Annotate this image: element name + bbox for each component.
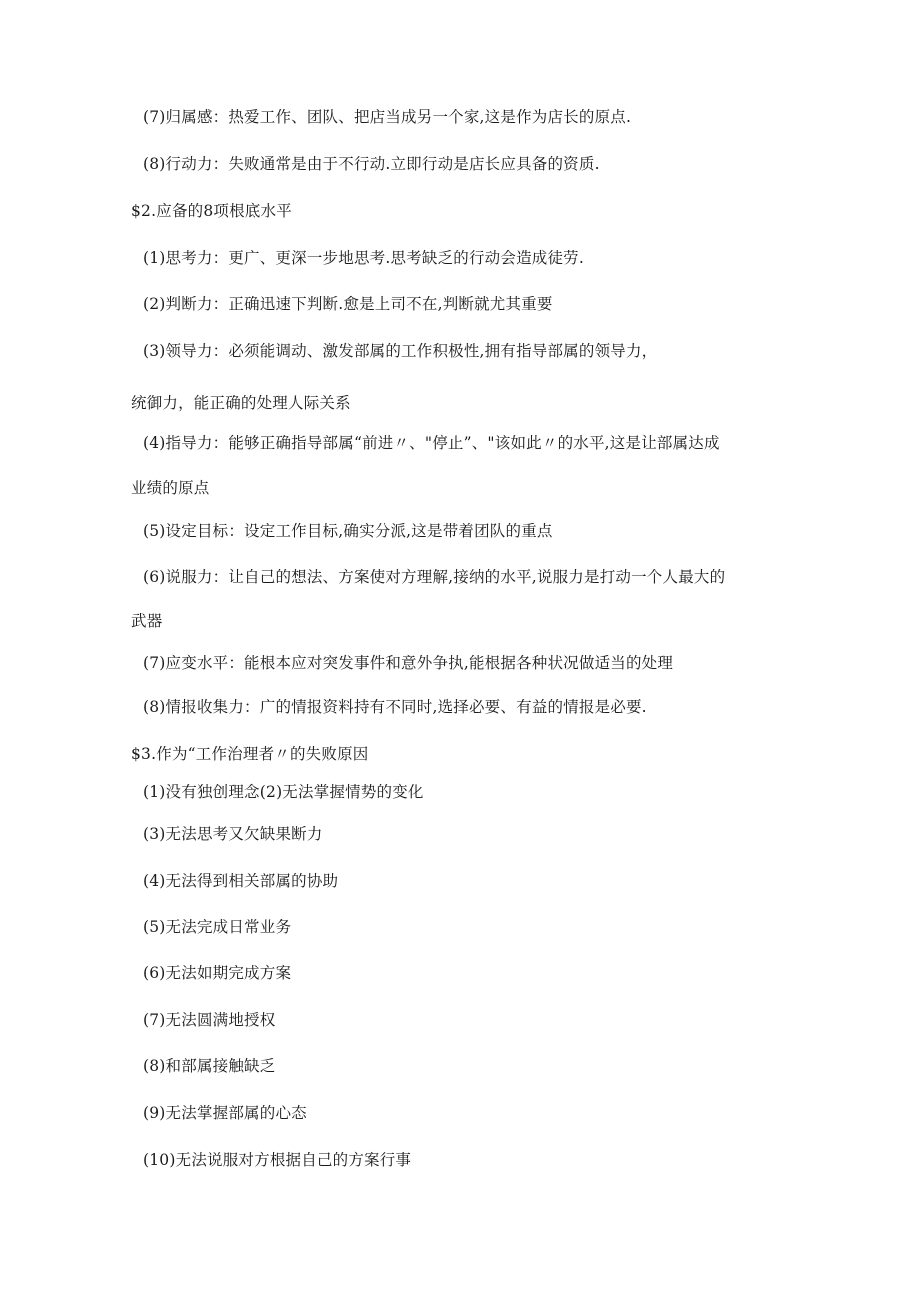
text-line: (3)无法思考又欠缺果断力 [143,825,323,843]
text-line: (9)无法掌握部属的心态 [143,1104,307,1122]
text-line: 业绩的原点 [131,479,210,497]
text-line: (5)无法完成日常业务 [143,918,292,936]
text-line: (7)无法圆满地授权 [143,1011,276,1029]
text-line: (7)归属感：热爱工作、团队、把店当成另一个家,这是作为店长的原点. [143,108,632,126]
text-line: (7)应变水平：能根本应对突发事件和意外争执,能根据各种状况做适当的处理 [143,654,674,672]
text-line: (8)情报收集力：广的情报资料持有不同时,选择必要、有益的情报是必要. [143,698,647,716]
text-line: (6)无法如期完成方案 [143,964,292,982]
text-line: (1)思考力：更广、更深一步地思考.思考缺乏的行动会造成徒劳. [143,249,585,267]
text-line: (6)说服力：让自己的想法、方案使对方理解,接纳的水平,说服力是打动一个人最大的 [143,568,726,586]
text-line: (4)无法得到相关部属的协助 [143,872,339,890]
text-line: 武器 [131,612,163,630]
text-line: (8)行动力：失败通常是由于不行动.立即行动是店长应具备的资质. [143,155,600,173]
text-line: (1)没有独创理念(2)无法掌握情势的变化 [143,783,424,801]
section-heading: $3.作为“工作治理者〃的失败原因 [131,745,369,763]
text-line: 统御力，能正确的处理人际关系 [131,394,351,412]
text-line: (4)指导力：能够正确指导部属“前进〃、"停止”、"该如此〃的水平,这是让部属达成 [143,434,720,452]
text-line: (3)领导力：必须能调动、激发部属的工作积极性,拥有指导部属的领导力， [143,342,658,360]
section-heading: $2.应备的8项根底水平 [131,202,292,220]
text-line: (2)判断力：正确迅速下判断.愈是上司不在,判断就尤其重要 [143,295,553,313]
text-line: (10)无法说服对方根据自己的方案行事 [143,1151,412,1169]
text-line: (8)和部属接触缺乏 [143,1057,276,1075]
text-line: (5)设定目标：设定工作目标,确实分派,这是带着团队的重点 [143,522,553,540]
